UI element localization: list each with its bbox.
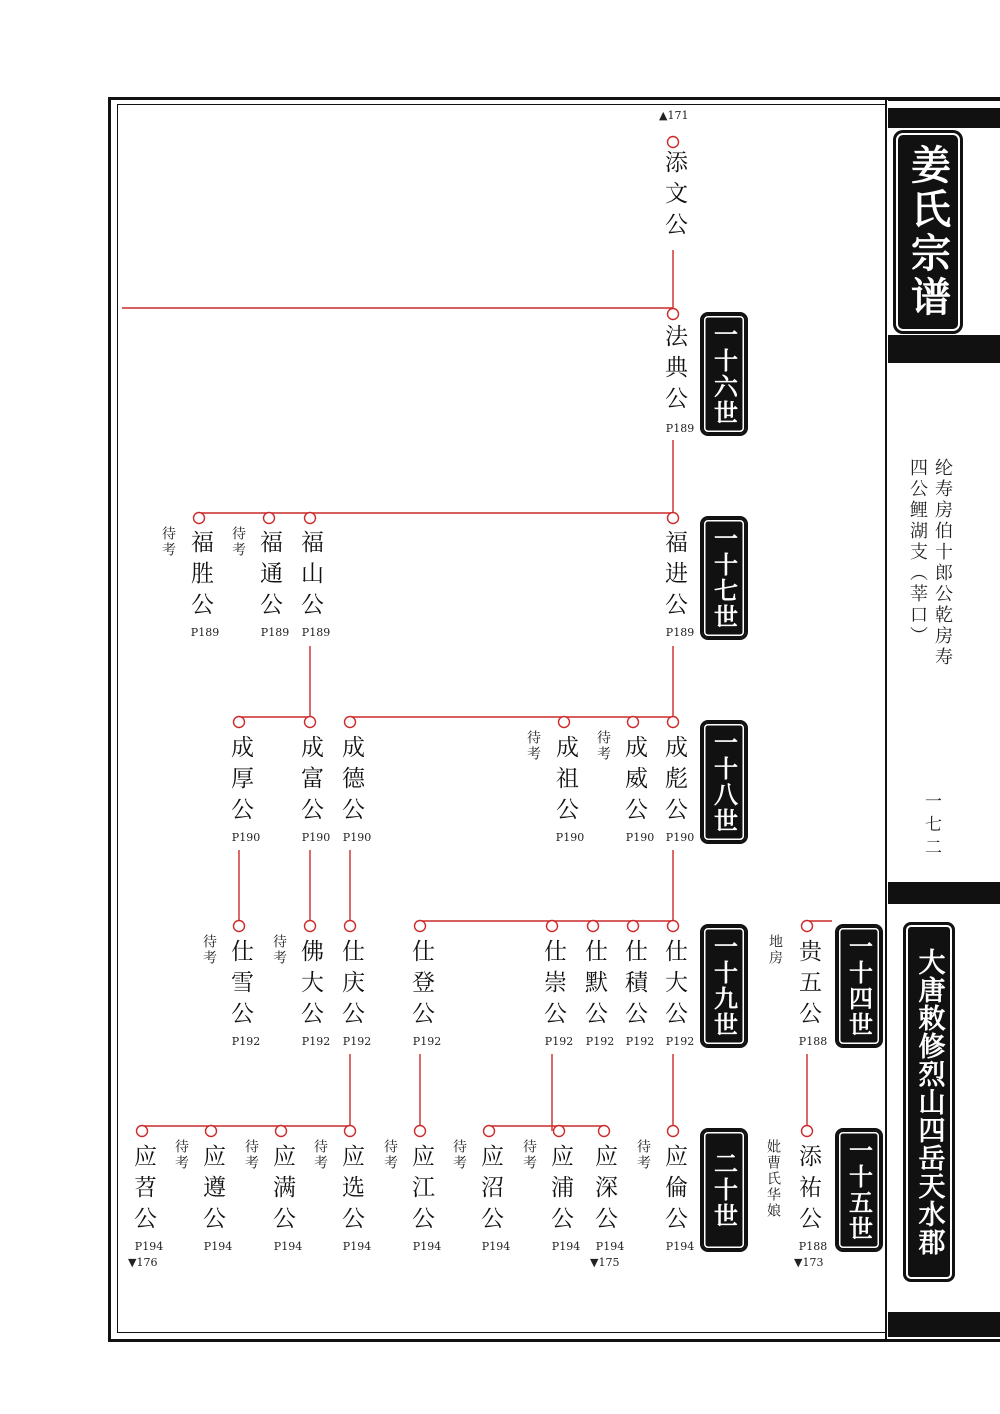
- person-note: 待考: [635, 1139, 651, 1171]
- person-note: 地房: [767, 934, 783, 966]
- generation-badge: 一十六世: [700, 312, 748, 436]
- person-name: 应倫公: [661, 1144, 687, 1237]
- branch-label: 纶寿房伯十郎公乾房寿四公鲤湖支（莘口）: [907, 458, 953, 668]
- page-ref: P190: [555, 831, 585, 844]
- person-name: 应浦公: [547, 1144, 573, 1237]
- generation-badge: 一十四世: [835, 924, 883, 1048]
- person-name: 添文公: [661, 150, 687, 243]
- person-note: 待考: [243, 1139, 259, 1171]
- person-note: 待考: [173, 1139, 189, 1171]
- person-note: 待考: [521, 1139, 537, 1171]
- page-ref: P190: [665, 831, 695, 844]
- page-ref: P190: [342, 831, 372, 844]
- page-ref: P189: [190, 626, 220, 639]
- cross-ref-down: ▼173: [794, 1256, 824, 1269]
- page-ref: P194: [595, 1240, 625, 1253]
- person-name: 仕大公: [661, 939, 687, 1032]
- genealogy-title: 姜氏宗谱: [893, 130, 963, 334]
- person-name: 应遵公: [199, 1144, 225, 1237]
- person-name: 应满公: [269, 1144, 295, 1237]
- page-ref: P189: [301, 626, 331, 639]
- person-name: 贵五公: [795, 939, 821, 1032]
- person-name: 应苕公: [130, 1144, 156, 1237]
- person-name: 佛大公: [297, 939, 323, 1032]
- page-ref: P194: [481, 1240, 511, 1253]
- page-ref: P194: [551, 1240, 581, 1253]
- page-ref: P192: [231, 1035, 261, 1048]
- origin-title: 大唐敕修烈山四岳天水郡: [903, 922, 955, 1282]
- page-ref: P194: [203, 1240, 233, 1253]
- page-ref: P192: [585, 1035, 615, 1048]
- person-note: 待考: [451, 1139, 467, 1171]
- page-ref: P190: [625, 831, 655, 844]
- page-ref: P189: [665, 422, 695, 435]
- person-name: 仕雪公: [227, 939, 253, 1032]
- page-ref: P194: [273, 1240, 303, 1253]
- page-ref: P194: [342, 1240, 372, 1253]
- page-ref: P194: [665, 1240, 695, 1253]
- person-note: 待考: [271, 934, 287, 966]
- cross-ref-down: ▼175: [590, 1256, 620, 1269]
- person-note: 待考: [230, 526, 246, 558]
- generation-badge: 一十八世: [700, 720, 748, 844]
- person-name: 仕默公: [581, 939, 607, 1032]
- page-ref: P190: [301, 831, 331, 844]
- person-name: 福山公: [297, 530, 323, 623]
- page-ref: P194: [412, 1240, 442, 1253]
- person-name: 成富公: [297, 735, 323, 828]
- person-name: 成祖公: [552, 735, 578, 828]
- person-name: 应深公: [591, 1144, 617, 1237]
- page-ref: P188: [798, 1035, 828, 1048]
- page-number: 一七二: [921, 792, 941, 861]
- page-ref: P190: [231, 831, 261, 844]
- person-name: 成厚公: [227, 735, 253, 828]
- page-ref: P192: [301, 1035, 331, 1048]
- page-ref: P189: [260, 626, 290, 639]
- generation-badge: 一十九世: [700, 924, 748, 1048]
- person-note: 妣曹氏华娘: [765, 1139, 781, 1219]
- generation-badge: 一十七世: [700, 516, 748, 640]
- person-name: 仕積公: [621, 939, 647, 1032]
- person-name: 添祐公: [795, 1144, 821, 1237]
- person-name: 法典公: [661, 324, 687, 417]
- person-note: 待考: [595, 730, 611, 762]
- person-name: 仕登公: [408, 939, 434, 1032]
- generation-badge: 一十五世: [835, 1128, 883, 1252]
- page-ref: P192: [544, 1035, 574, 1048]
- person-note: 待考: [525, 730, 541, 762]
- page-ref: P192: [625, 1035, 655, 1048]
- person-name: 应江公: [408, 1144, 434, 1237]
- generation-badge: 二十世: [700, 1128, 748, 1252]
- person-name: 应选公: [338, 1144, 364, 1237]
- page-ref: P192: [342, 1035, 372, 1048]
- person-name: 仕庆公: [338, 939, 364, 1032]
- person-name: 应沼公: [477, 1144, 503, 1237]
- person-name: 成彪公: [661, 735, 687, 828]
- person-name: 福进公: [661, 530, 687, 623]
- person-note: 待考: [312, 1139, 328, 1171]
- page-ref: P194: [134, 1240, 164, 1253]
- person-note: 待考: [160, 526, 176, 558]
- page-ref: P189: [665, 626, 695, 639]
- person-name: 成威公: [621, 735, 647, 828]
- person-name: 成德公: [338, 735, 364, 828]
- person-note: 待考: [201, 934, 217, 966]
- page-ref: P188: [798, 1240, 828, 1253]
- cross-ref-up: ▲171: [659, 109, 689, 122]
- person-name: 福胜公: [187, 530, 213, 623]
- page-ref: P192: [665, 1035, 695, 1048]
- person-note: 待考: [382, 1139, 398, 1171]
- cross-ref-down: ▼176: [128, 1256, 158, 1269]
- page-ref: P192: [412, 1035, 442, 1048]
- person-name: 福通公: [256, 530, 282, 623]
- person-name: 仕崇公: [540, 939, 566, 1032]
